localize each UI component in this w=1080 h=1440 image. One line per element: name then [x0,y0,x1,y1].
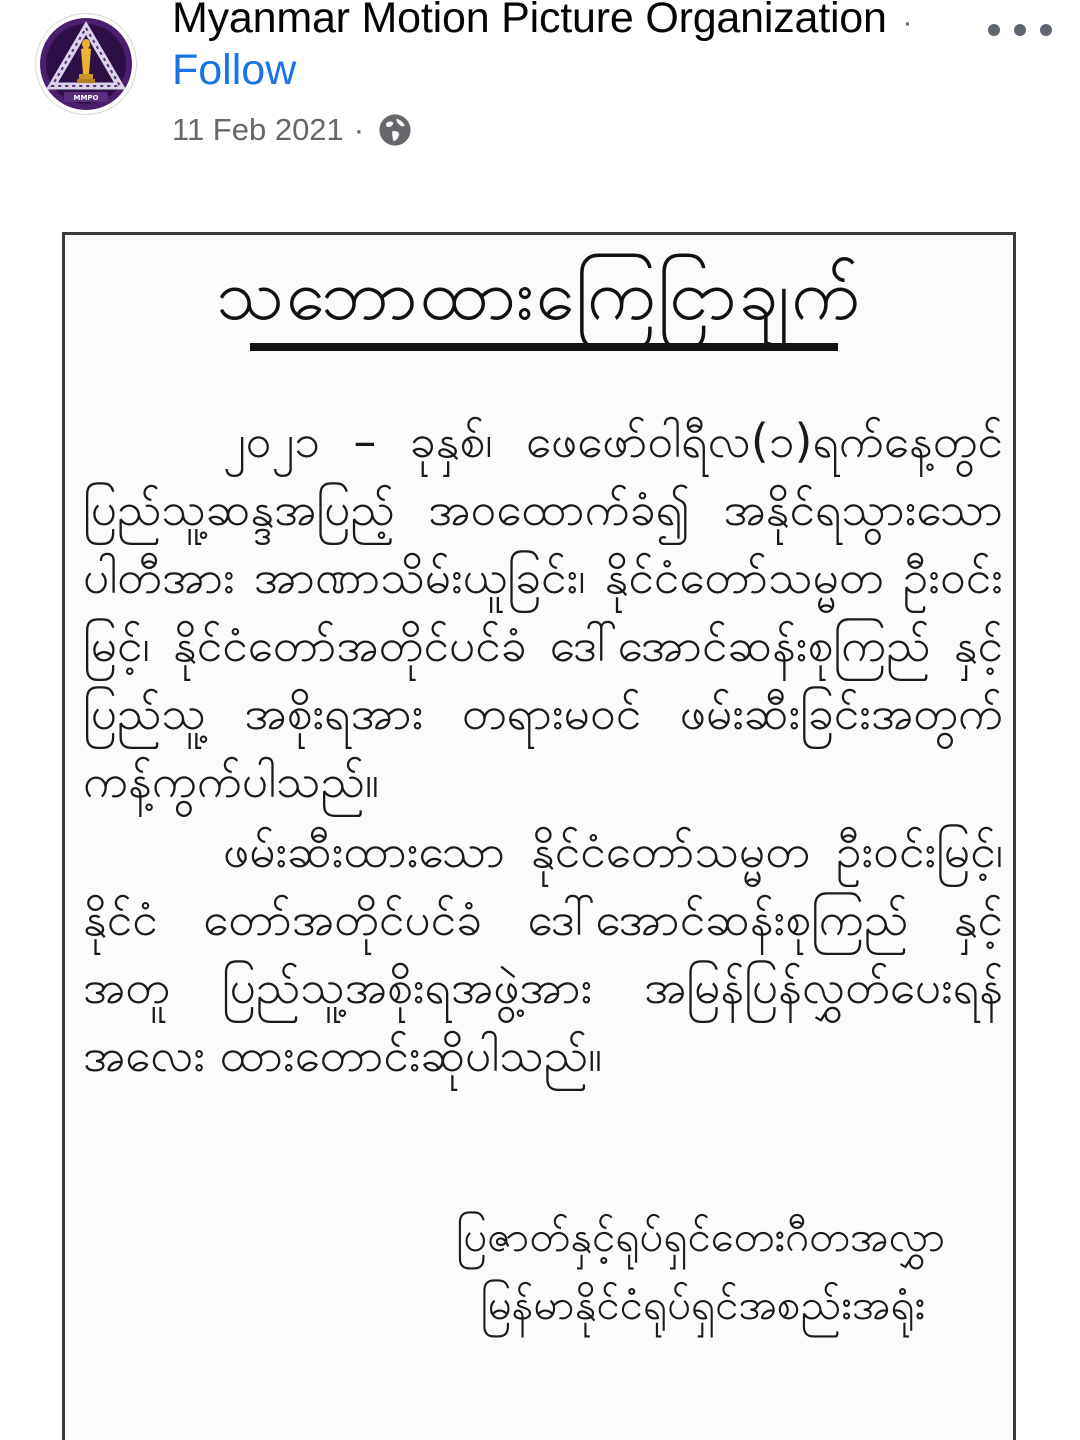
page-avatar[interactable] [36,14,136,114]
more-horizontal-icon [988,24,1000,36]
notice-title: သဘောထားကြေငြာချက် [216,254,862,336]
name-separator: · [902,6,913,39]
date-separator: · [353,112,365,147]
title-underline [250,343,838,351]
notice-paragraph: ဖမ်းဆီးထားသော နိုင်ငံတော်သမ္မတ ဦးဝင်းမြင့်၊ နိုင်ငံ တော်အတိုင်ပင်ခံ ဒေါ်အောင်ဆန်းစုကြည် နှင့် အတူ ပြည်သူ့အစိုးရအဖွဲ့အား အမြန်ပြန်လွှတ်ပေးရန် အလေး ထားတောင်းဆိုပါသည်။ [83,824,1003,1082]
globe-icon[interactable] [378,113,412,147]
signature-line: ပြဇာတ်နှင့်ရုပ်ရှင်တေးဂီတအလွှာ [455,1212,945,1261]
notice-image[interactable] [62,232,1016,1440]
signature-line: မြန်မာနိုင်ငံရုပ်ရှင်အစည်းအရုံး [480,1280,925,1329]
post-meta [172,112,412,148]
more-options-button[interactable] [988,10,1052,50]
notice-signature [65,1203,985,1339]
more-horizontal-icon [1014,24,1026,36]
notice-body [83,407,1003,1089]
page-name[interactable]: Myanmar Motion Picture Organization [172,0,887,42]
follow-button[interactable]: Follow [172,46,297,94]
more-horizontal-icon [1040,24,1052,36]
notice-paragraph: ၂၀၂၁ – ခုနှစ်၊ ဖေဖော်ဝါရီလ(၁)ရက်နေ့တွင် ပြည်သူ့ဆန္ဒအပြည့် အဝထောက်ခံ၍ အနိုင်ရသွားသော ပါတီအား အာဏာသိမ်းယူခြင်း၊ နိုင်ငံတော်သမ္မတ ဦးဝင်းမြင့်၊ နိုင်ငံတော်အတိုင်ပင်ခံ ဒေါ်အောင်ဆန်းစုကြည် နှင့် ပြည်သူ့ အစိုးရအား တရားမဝင် ဖမ်းဆီးခြင်းအတွက် ကန့်ကွက်ပါသည်။ [83,414,1003,808]
post-header [0,0,1080,190]
post-date[interactable]: 11 Feb 2021 [172,112,344,147]
svg-text:MMPO: MMPO [73,94,99,102]
page-name-line [172,0,912,43]
mmpo-logo-icon [36,14,136,114]
